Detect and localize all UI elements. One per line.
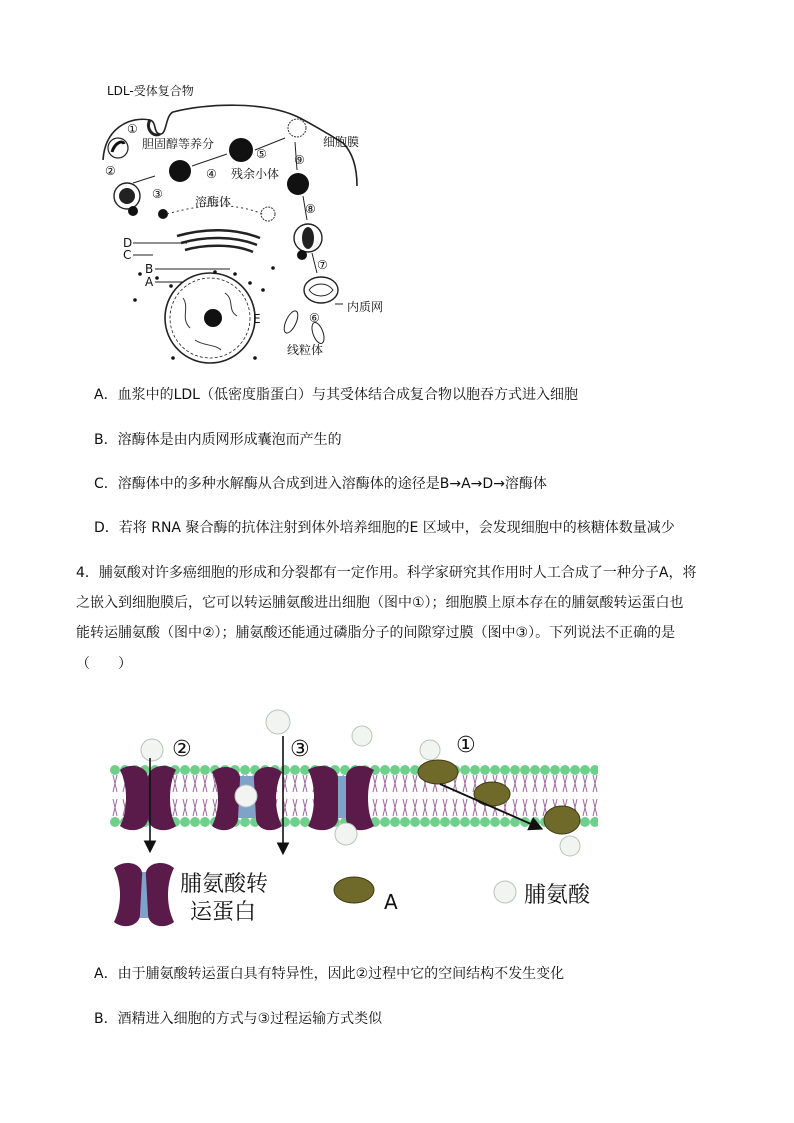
label-B: B bbox=[145, 262, 154, 276]
q3-option-d: D．若将 RNA 聚合酶的抗体注射到体外培养细胞的E 区域中，会发现细胞中的核糖体数量减少 bbox=[94, 520, 675, 536]
cell-diagram-svg bbox=[95, 78, 395, 368]
label-C: C bbox=[123, 248, 132, 262]
legend-proline: 脯氨酸 bbox=[524, 883, 591, 908]
q3-option-a: A．血浆中的LDL（低密度脂蛋白）与其受体结合成复合物以胞吞方式进入细胞 bbox=[94, 387, 578, 403]
label-step-2: ② bbox=[105, 164, 116, 178]
label-lysosome: 溶酶体 bbox=[195, 195, 232, 209]
label-step-3: ③ bbox=[152, 187, 163, 201]
label-D: D bbox=[123, 236, 133, 250]
label-step-7: ⑦ bbox=[317, 258, 328, 272]
q4-option-a: A．由于脯氨酸转运蛋白具有特异性，因此②过程中它的空间结构不发生变化 bbox=[94, 966, 565, 982]
label-residual-body: 残余小体 bbox=[231, 167, 280, 181]
q4-stem-line-3: 能转运脯氨酸（图中②）；脯氨酸还能通过磷脂分子的间隙穿过膜（图中③）。下列说法不正确的是 bbox=[76, 625, 676, 641]
legend-transporter-line2: 运蛋白 bbox=[190, 900, 257, 925]
legend-transporter-icon bbox=[114, 863, 174, 926]
label-step-6: ⑥ bbox=[309, 311, 320, 325]
legend-transporter-line1: 脯氨酸转 bbox=[180, 872, 269, 897]
q3-option-b: B．溶酶体是由内质网形成囊泡而产生的 bbox=[94, 432, 342, 448]
legend-molecule-A: A bbox=[384, 890, 398, 914]
label-step-5: ⑤ bbox=[256, 147, 267, 161]
label-nutrients: 胆固醇等养分 bbox=[142, 137, 215, 151]
q3-option-c: C．溶酶体中的多种水解酶从合成到进入溶酶体的途径是B→A→D→溶酶体 bbox=[94, 476, 547, 492]
q4-stem-line-4: （ ） bbox=[76, 656, 132, 672]
q4-stem-line-1: 4．脯氨酸对许多癌细胞的形成和分裂都有一定作用。科学家研究其作用时人工合成了一种分子A，将 bbox=[76, 565, 697, 581]
q4-stem-line-2: 之嵌入到细胞膜后，它可以转运脯氨酸进出细胞（图中①）；细胞膜上原本存在的脯氨酸转运蛋白也 bbox=[76, 595, 684, 611]
label-mitochondria: 线粒体 bbox=[287, 343, 324, 357]
figure-membrane-transport bbox=[100, 700, 610, 930]
label-step-4: ④ bbox=[206, 167, 217, 181]
label-cell-membrane: 细胞膜 bbox=[323, 135, 360, 149]
fig2-label-1: ① bbox=[456, 733, 476, 758]
fig2-label-2: ② bbox=[172, 737, 192, 762]
label-step-1: ① bbox=[127, 122, 138, 136]
label-A: A bbox=[145, 275, 154, 289]
q4-option-b: B．酒精进入细胞的方式与③过程运输方式类似 bbox=[94, 1011, 383, 1027]
label-step-9: ⑨ bbox=[294, 153, 305, 167]
label-E: E bbox=[253, 312, 261, 326]
label-ldl-complex: LDL-受体复合物 bbox=[107, 84, 194, 98]
label-er: 内质网 bbox=[347, 300, 384, 314]
fig2-label-3: ③ bbox=[290, 737, 310, 762]
label-step-8: ⑧ bbox=[305, 202, 316, 216]
figure-cell-diagram bbox=[95, 78, 395, 368]
